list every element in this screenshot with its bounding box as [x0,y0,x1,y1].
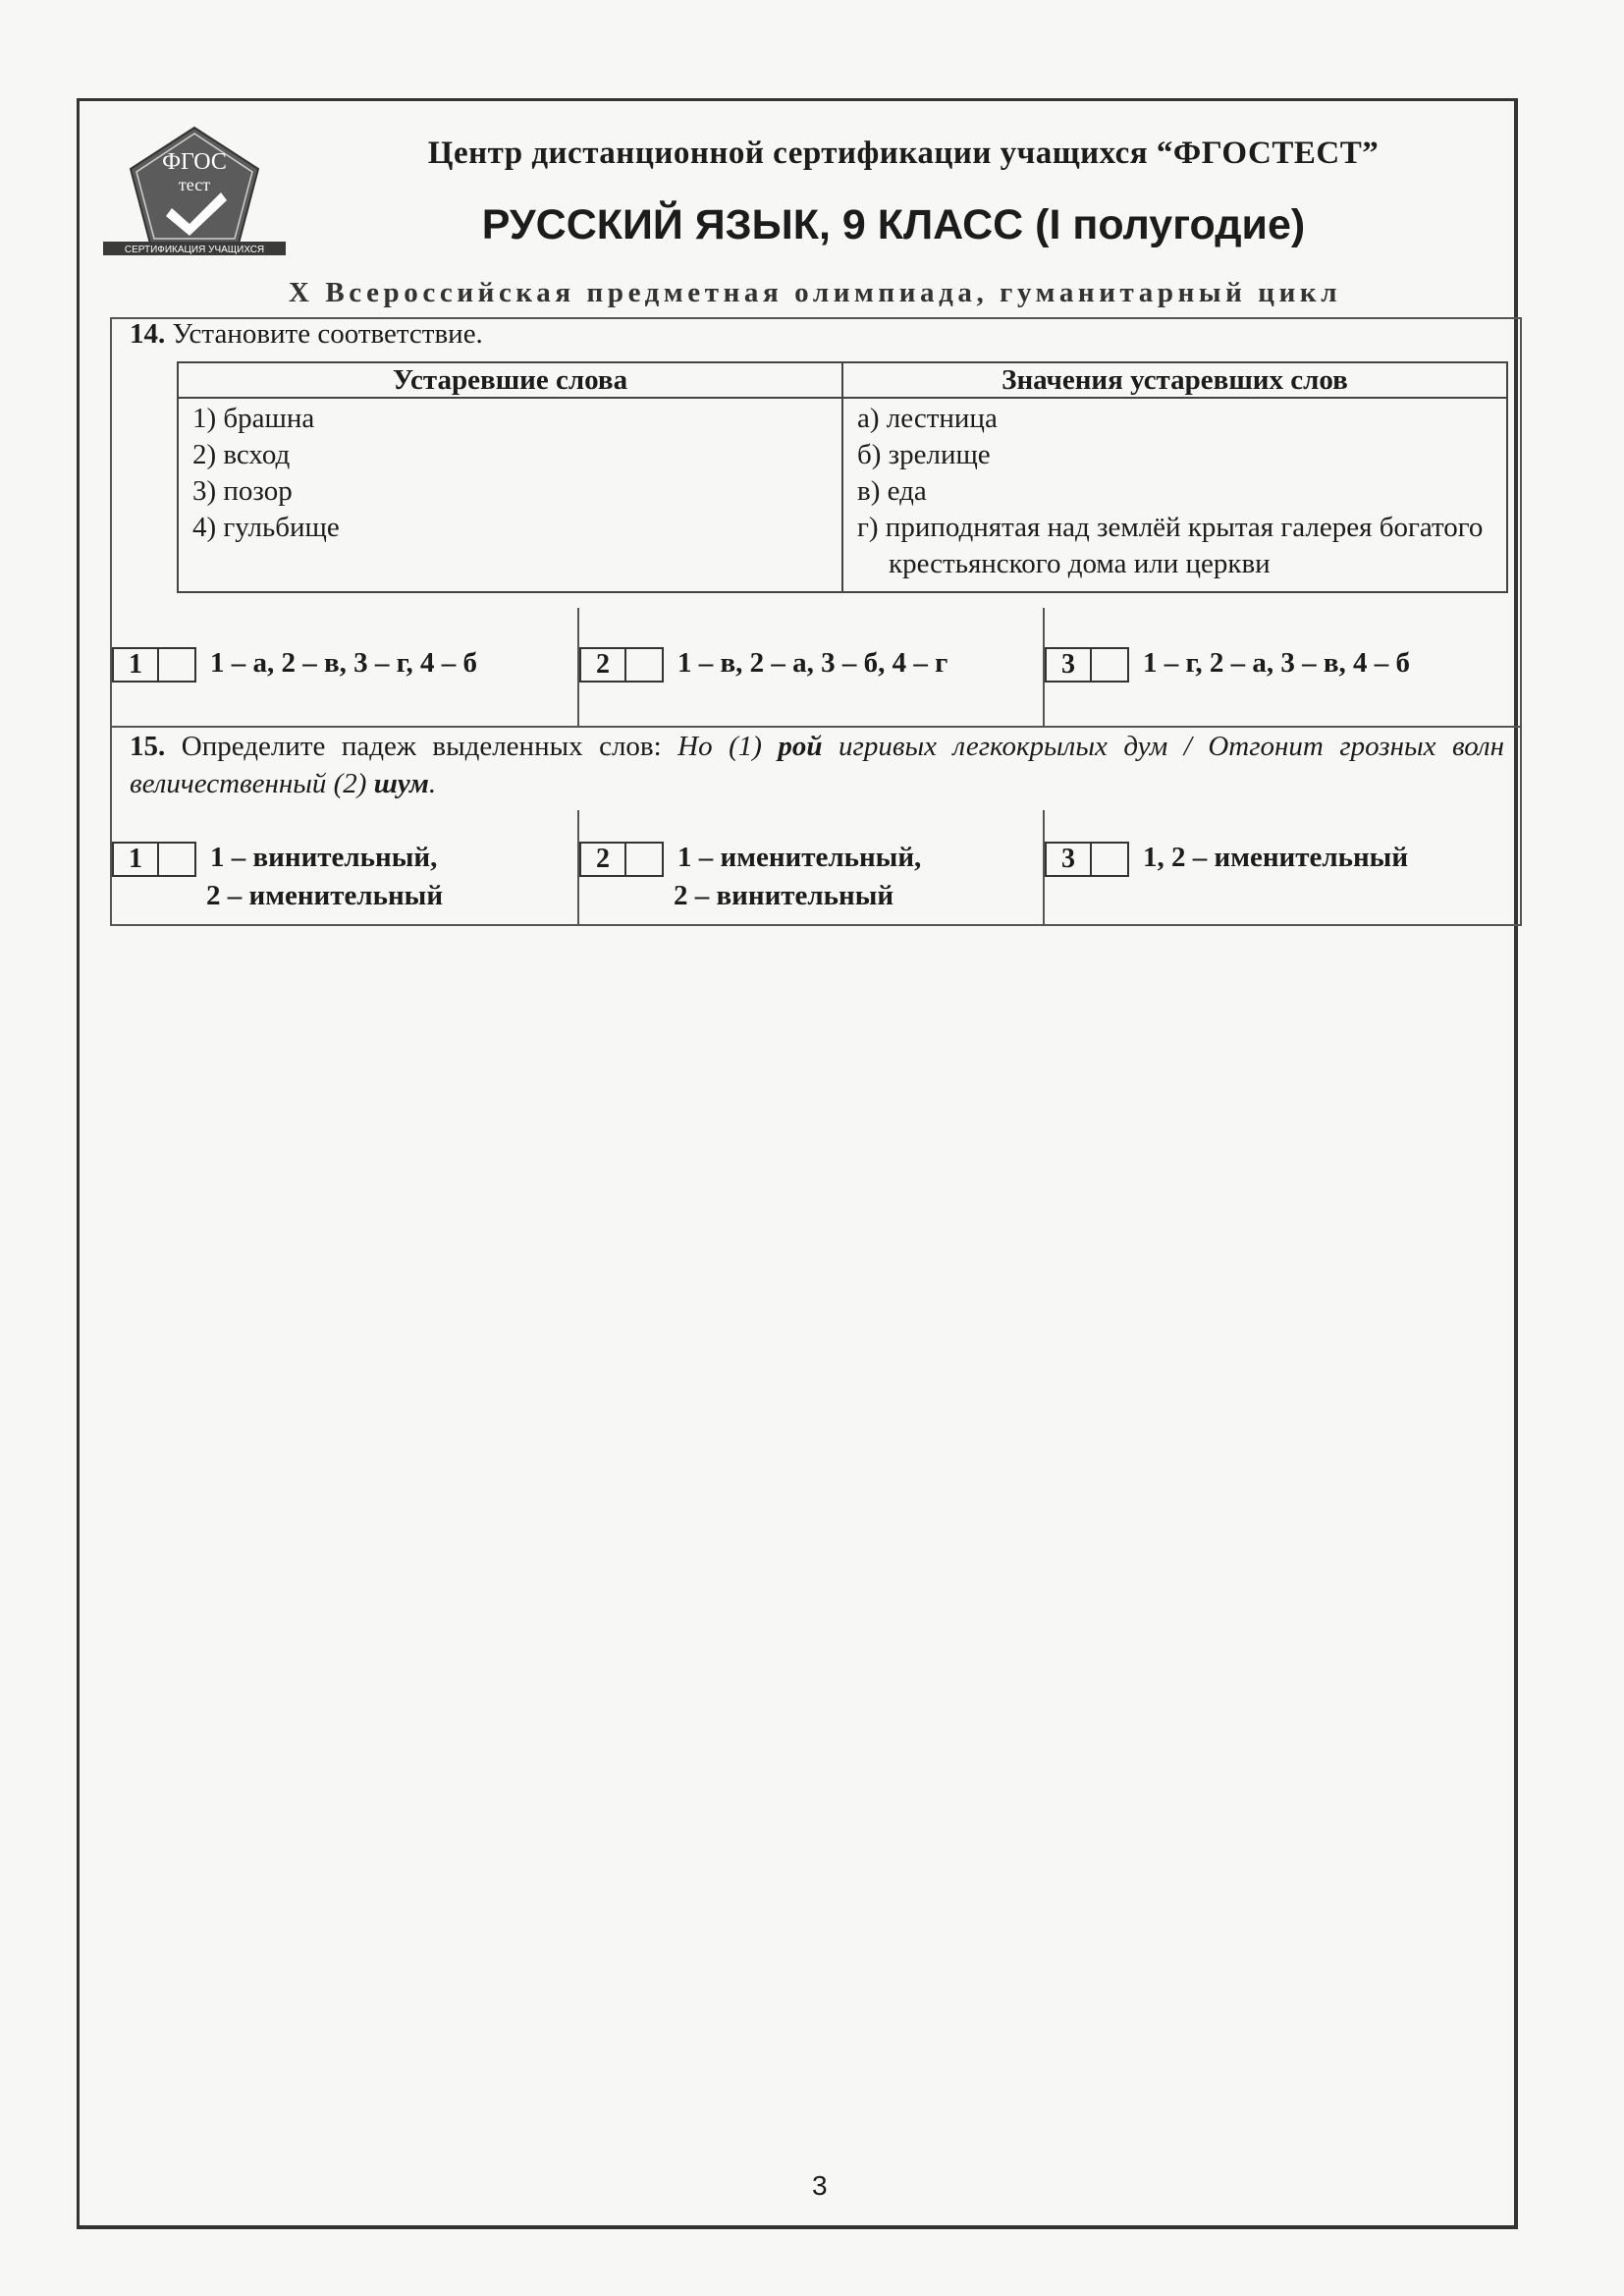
word-item: 1) брашна [192,403,315,434]
q14-option-2[interactable] [579,647,1041,686]
q15-option-2[interactable] [579,842,1041,911]
answer-box[interactable] [159,844,194,875]
q15-option-2-line1: 1 – именительный, [677,842,922,873]
q14-option-1[interactable] [112,647,573,686]
question-14-number: 14. [130,318,166,350]
quote-part: Но (1) [677,731,779,762]
col-header-words: Устаревшие слова [178,362,842,398]
meaning-item: а) лестница [857,403,998,434]
q14-option-2-text: 1 – в, 2 – а, 3 – б, 4 – г [677,647,948,679]
highlighted-word-1: рой [778,731,823,762]
word-item: 2) всход [192,439,291,470]
quote-part: игривых легкокрылых дум / Отгонит грозных волн величественный (2) [130,731,1505,799]
q14-option-3-checkbox[interactable] [1045,647,1129,683]
answer-box[interactable] [1092,649,1127,681]
question-14 [110,317,1522,728]
q14-option-1-text: 1 – а, 2 – в, 3 – г, 4 – б [210,647,478,679]
meaning-item: в) еда [857,475,927,507]
center-title: Центр дистанционной сертификации учащихся “ФГОСТЕСТ” [427,136,1380,171]
answer-box[interactable] [626,844,662,875]
option-number: 3 [1047,844,1092,875]
q15-option-3-checkbox[interactable] [1045,842,1129,877]
answer-box[interactable] [159,649,194,681]
meanings-cell [842,398,1507,592]
q14-option-3[interactable] [1045,647,1506,686]
fgos-test-logo [101,122,288,257]
option-number: 1 [114,844,159,875]
logo-text-mid: тест [178,175,211,194]
option-number: 1 [114,649,159,681]
words-cell [178,398,842,592]
logo-ribbon-text: СЕРТИФИКАЦИЯ УЧАЩИХСЯ [124,245,265,255]
highlighted-word-2: шум [373,768,429,799]
q15-option-2-line2: 2 – винительный [674,880,894,911]
meaning-item: б) зрелище [857,439,991,470]
quote-end: . [428,768,437,799]
option-number: 2 [581,649,626,681]
page-number: 3 [812,2170,828,2201]
question-14-prompt: Установите соответствие. [172,318,483,350]
match-table [177,361,1508,593]
q14-option-2-checkbox[interactable] [579,647,664,683]
option-number: 3 [1047,649,1092,681]
subject-title: РУССКИЙ ЯЗЫК, 9 КЛАСС (I полугодие) [481,201,1306,248]
meaning-item: г) приподнятая над землёй крытая галерея богатого крестьянского дома или церкви [857,512,1484,579]
option-number: 2 [581,844,626,875]
question-15-number: 15. [130,731,166,762]
question-15 [110,726,1522,926]
answer-box[interactable] [1092,844,1127,875]
q15-option-2-checkbox[interactable] [579,842,664,877]
olympiad-title: X Всероссийская предметная олимпиада, гуманитарный цикл [288,277,1342,308]
answer-box[interactable] [626,649,662,681]
question-15-lead: Определите падеж выделенных слов: [181,731,678,762]
q14-option-3-text: 1 – г, 2 – а, 3 – в, 4 – б [1143,647,1411,679]
q15-option-1-line1: 1 – винительный, [210,842,438,873]
q15-option-1[interactable] [112,842,573,911]
word-item: 4) гульбище [192,512,340,543]
question-15-text [130,728,1504,802]
question-14-text [130,315,483,353]
q15-option-1-line2: 2 – именительный [206,880,444,911]
logo-text-top: ФГОС [162,149,227,175]
q15-option-3[interactable] [1045,842,1506,881]
col-header-meanings: Значения устаревших слов [842,362,1507,398]
q15-option-3-line1: 1, 2 – именительный [1143,842,1409,873]
word-item: 3) позор [192,475,293,507]
q15-option-1-checkbox[interactable] [112,842,196,877]
q14-option-1-checkbox[interactable] [112,647,196,683]
